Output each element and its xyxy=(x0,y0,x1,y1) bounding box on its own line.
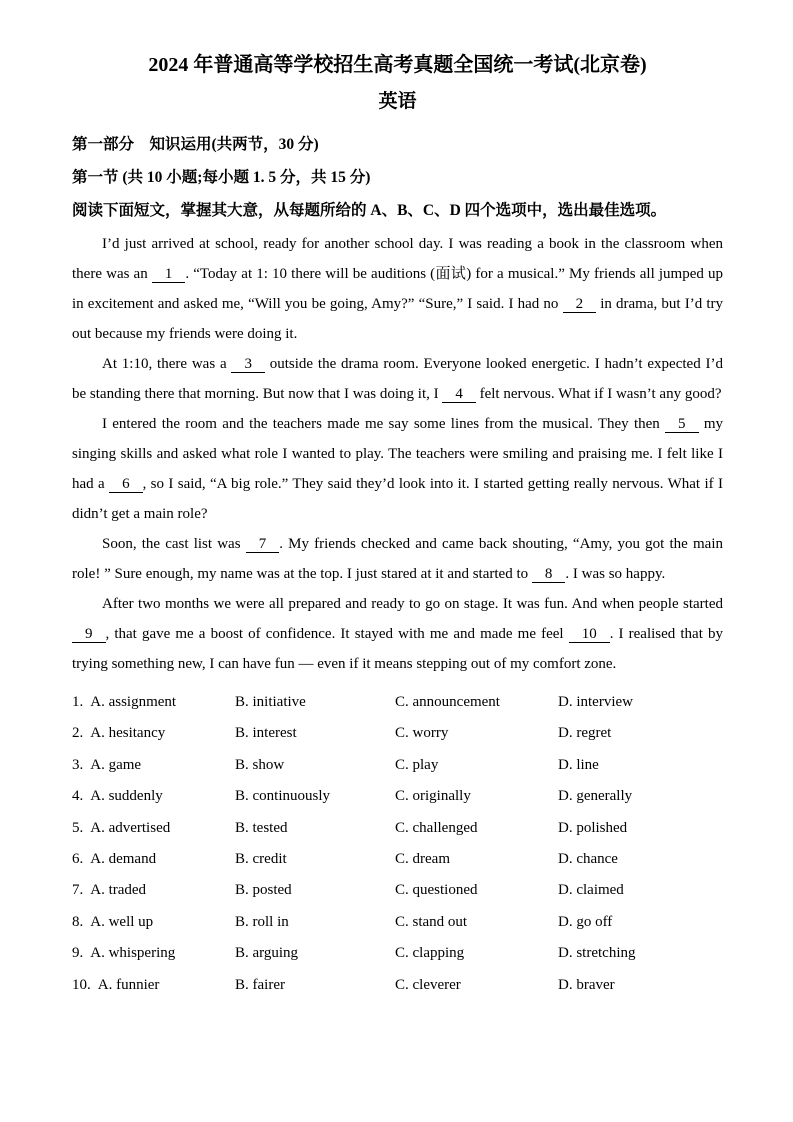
option-d: D. claimed xyxy=(558,882,624,899)
option-b: B. continuously xyxy=(235,788,331,805)
option-c: C. worry xyxy=(395,725,449,742)
passage-paragraph-5 xyxy=(72,589,723,679)
question-row-10 xyxy=(72,970,723,1001)
option-d: D. generally xyxy=(558,788,633,805)
option-a: A. demand xyxy=(90,851,157,868)
passage-text: . “Today at 1: 10 there will be auditions (面试) for a musical.” My friends all jumped up in excitement and asked me, “Will you be going, Amy?” “Sure,” I said. I had no xyxy=(72,266,723,312)
blank-9: 9 xyxy=(72,626,106,643)
question-number: 5. xyxy=(72,819,84,836)
option-c: C. questioned xyxy=(395,882,478,899)
option-b: B. tested xyxy=(235,819,288,836)
option-a: A. suddenly xyxy=(90,788,163,805)
option-b: B. initiative xyxy=(235,694,306,710)
option-b: B. fairer xyxy=(235,976,285,993)
blank-1: 1 xyxy=(152,266,186,283)
option-a: A. game xyxy=(90,756,142,773)
option-d: D. line xyxy=(558,756,599,773)
option-b: B. arguing xyxy=(235,945,299,962)
question-number: 8. xyxy=(72,913,84,930)
blank-10: 10 xyxy=(569,626,610,643)
passage-text: I’d just arrived at school, ready for another school day. I was reading a book in the classroom when there was an xyxy=(72,236,723,282)
option-a: A. traded xyxy=(90,882,147,899)
question-number: 3. xyxy=(72,756,84,773)
question-number: 10. xyxy=(72,976,91,993)
option-c: C. clapping xyxy=(395,945,465,962)
passage-text: . My friends checked and came back shouting, “Amy, you got the main role! ” Sure enough, my name was at the top. I just stared at it and started to xyxy=(72,536,723,582)
option-c: C. dream xyxy=(395,851,450,868)
passage-text: in drama, but I’d try out because my friends were doing it. xyxy=(72,296,723,342)
passage-paragraph-3 xyxy=(72,409,723,529)
document-subject: 英语 xyxy=(378,91,417,112)
question-number: 2. xyxy=(72,725,84,742)
passage-text: , that gave me a boost of confidence. It stayed with me and made me feel xyxy=(105,626,569,642)
option-c: C. announcement xyxy=(395,694,500,710)
option-b: B. credit xyxy=(235,851,287,868)
options-list xyxy=(72,687,723,1001)
question-number: 1. xyxy=(72,694,84,710)
option-b: B. roll in xyxy=(235,913,289,930)
instructions-heading: 阅读下面短文，掌握其大意，从每题所给的 A、B、C、D 四个选项中，选出最佳选项。 xyxy=(72,202,667,219)
option-b: B. posted xyxy=(235,882,292,899)
option-c: C. cleverer xyxy=(395,976,461,993)
option-a: A. advertised xyxy=(90,819,171,836)
question-number: 6. xyxy=(72,851,84,868)
passage-text: , so I said, “A big role.” They said they’d look into it. I started getting really nervous. What if I didn’t get a main role? xyxy=(72,476,723,522)
question-row-1 xyxy=(72,687,723,718)
blank-8: 8 xyxy=(532,566,566,583)
question-number: 9. xyxy=(72,945,84,962)
passage-text: At 1:10, there was a xyxy=(102,356,232,372)
option-a: A. well up xyxy=(90,913,154,930)
question-number: 7. xyxy=(72,882,84,899)
question-row-7 xyxy=(72,875,723,906)
question-row-9 xyxy=(72,938,723,969)
passage-text: felt nervous. What if I wasn’t any good? xyxy=(475,386,722,402)
blank-4: 4 xyxy=(442,386,476,403)
cloze-passage xyxy=(72,229,723,679)
passage-text: I entered the room and the teachers made me say some lines from the musical. They then xyxy=(102,416,666,432)
question-row-8 xyxy=(72,907,723,938)
question-row-4 xyxy=(72,781,723,812)
passage-text: After two months we were all prepared and ready to go on stage. It was fun. And when people started xyxy=(102,596,723,612)
option-a: A. assignment xyxy=(90,694,177,710)
option-d: D. go off xyxy=(558,913,613,930)
passage-text: my singing skills and asked what role I wanted to play. The teachers were smiling and praising me. I felt like I had a xyxy=(72,416,723,492)
question-number: 4. xyxy=(72,788,84,805)
passage-text: . I realised that by trying something new, I can have fun — even if it means stepping out of my comfort zone. xyxy=(72,626,723,672)
blank-6: 6 xyxy=(109,476,143,493)
blank-5: 5 xyxy=(665,416,699,433)
option-c: C. originally xyxy=(395,788,471,805)
passage-paragraph-2 xyxy=(72,349,723,409)
passage-paragraph-1 xyxy=(72,229,723,349)
blank-2: 2 xyxy=(563,296,597,313)
part-heading: 第一部分 知识运用(共两节，30 分) xyxy=(72,136,319,153)
option-a: A. funnier xyxy=(97,976,160,993)
blank-3: 3 xyxy=(231,356,265,373)
passage-text: outside the drama room. Everyone looked energetic. I hadn’t expected I’d be standing there that morning. But now that I was doing it, I xyxy=(72,356,723,402)
option-d: D. chance xyxy=(558,851,618,868)
question-row-5 xyxy=(72,813,723,844)
option-c: C. stand out xyxy=(395,913,468,930)
option-a: A. hesitancy xyxy=(90,725,166,742)
option-b: B. interest xyxy=(235,725,297,742)
passage-text: . I was so happy. xyxy=(565,566,666,582)
option-c: C. play xyxy=(395,756,439,773)
question-row-6 xyxy=(72,844,723,875)
option-d: D. interview xyxy=(558,694,633,710)
option-d: D. polished xyxy=(558,819,628,836)
passage-text: Soon, the cast list was xyxy=(102,536,246,552)
question-row-2 xyxy=(72,718,723,749)
document-title: 2024 年普通高等学校招生高考真题全国统一考试(北京卷) xyxy=(148,54,647,76)
blank-7: 7 xyxy=(246,536,280,553)
option-a: A. whispering xyxy=(90,945,176,962)
option-b: B. show xyxy=(235,756,285,773)
option-d: D. stretching xyxy=(558,945,636,962)
question-row-3 xyxy=(72,750,723,781)
passage-paragraph-4 xyxy=(72,529,723,589)
option-c: C. challenged xyxy=(395,819,478,836)
option-d: D. braver xyxy=(558,976,615,993)
section-heading: 第一节 (共 10 小题;每小题 1. 5 分，共 15 分) xyxy=(72,169,371,186)
option-d: D. regret xyxy=(558,725,612,742)
